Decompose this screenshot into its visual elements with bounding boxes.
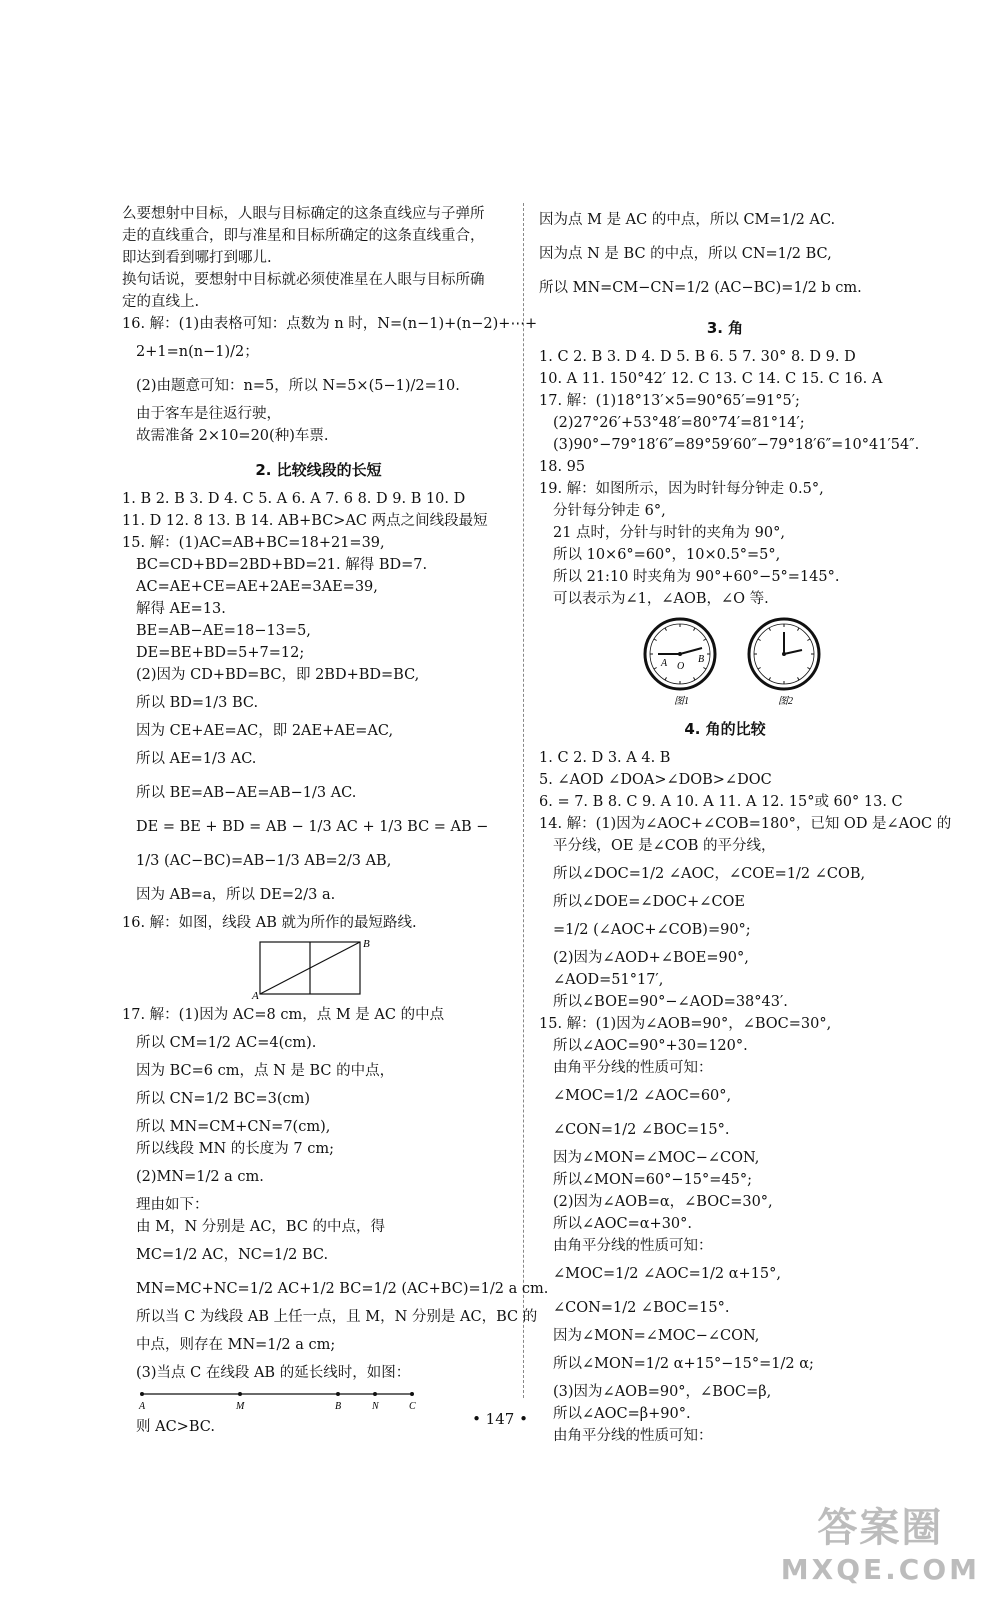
q15-line: (2)因为 CD+BD=BC，即 2BD+BD=BC, bbox=[136, 667, 420, 683]
q18-line: 18. 95 bbox=[539, 459, 586, 475]
mc-answers: 5. ∠AOD ∠DOA>∠DOB>∠DOC bbox=[539, 772, 772, 788]
section-heading-3: 3. 角 bbox=[706, 319, 744, 337]
q17-line: 理由如下： bbox=[136, 1197, 209, 1213]
q14-line: 所以∠DOE=∠DOC+∠COE bbox=[553, 894, 746, 910]
q14-line: 平分线，OE 是∠COB 的平分线， bbox=[553, 838, 776, 854]
q15-solution bbox=[122, 532, 515, 912]
q15-line: ∠MOC=1/2 ∠AOC=1/2 α+15°, bbox=[553, 1266, 782, 1282]
q15-line: 所以 BD=1/3 BC. bbox=[136, 695, 259, 711]
segment-diagram bbox=[122, 1388, 515, 1412]
q17-line: 17. 解：(1)因为 AC=8 cm，点 M 是 AC 的中点 bbox=[122, 1007, 445, 1023]
clock-label-O: O bbox=[677, 661, 685, 672]
q15-line: 因为∠MON=∠MOC−∠CON, bbox=[553, 1150, 760, 1166]
q19-line: 所以 21:10 时夹角为 90°+60°−5°=145°. bbox=[553, 569, 840, 585]
q16-line: 16. 解：(1)由表格可知：点数为 n 时，N=(n−1)+(n−2)+⋯+ bbox=[122, 316, 538, 332]
q15-line: 所以 AE=1/3 AC. bbox=[136, 751, 257, 767]
q15-line: 所以∠MON=60°−15°=45°; bbox=[553, 1172, 753, 1188]
text-line: 因为点 N 是 BC 的中点，所以 CN=1/2 BC, bbox=[539, 246, 832, 262]
page-number: • 147 • bbox=[472, 1410, 528, 1428]
clock-figures bbox=[539, 614, 911, 706]
q17-line: 则 AC>BC. bbox=[136, 1419, 215, 1435]
text-line: 所以 MN=CM−CN=1/2 (AC−BC)=1/2 b cm. bbox=[539, 280, 862, 296]
q15-line: 所以∠AOC=α+30°. bbox=[553, 1216, 693, 1232]
mc-answers: 1. C 2. B 3. D 4. D 5. B 6. 5 7. 30° 8. D 9. D bbox=[539, 349, 856, 365]
q15-line: 15. 解：(1)AC=AB+BC=18+21=39, bbox=[122, 535, 385, 551]
text-line: 因为点 M 是 AC 的中点，所以 CM=1/2 AC. bbox=[539, 212, 836, 228]
q16-line: 故需准备 2×10=20(种)车票. bbox=[136, 428, 329, 444]
q15-line: 所以∠AOC=90°+30=120°. bbox=[553, 1038, 748, 1054]
clock-2 bbox=[749, 619, 819, 706]
right-column bbox=[539, 203, 952, 1447]
clock-label-B: B bbox=[698, 654, 705, 665]
q14-line: =1/2 (∠AOC+∠COB)=90°; bbox=[553, 922, 751, 938]
watermark-text: 答案圈 bbox=[817, 1505, 944, 1551]
q19-line: 可以表示为∠1，∠AOB，∠O 等. bbox=[553, 591, 769, 607]
text-line: 么要想射中目标，人眼与目标确定的这条直线应与子弹所 bbox=[122, 206, 485, 222]
q17-line: (3)当点 C 在线段 AB 的延长线时，如图： bbox=[136, 1365, 411, 1381]
q15-line: 所以∠AOC=β+90°. bbox=[553, 1406, 691, 1422]
text-line: 即达到看到哪打到哪儿. bbox=[122, 250, 272, 266]
point-A: A bbox=[139, 1401, 146, 1412]
q15-line: 所以 BE=AB−AE=AB−1/3 AC. bbox=[136, 785, 357, 801]
q17-line: 中点，则存在 MN=1/2 a cm; bbox=[136, 1337, 336, 1353]
q14-line: 所以∠BOE=90°−∠AOD=38°43′. bbox=[553, 994, 788, 1010]
text-line: 换句话说，要想射中目标就必须使准星在人眼与目标所确 bbox=[122, 272, 485, 288]
text-line: 走的直线重合，即与准星和目标所确定的这条直线重合， bbox=[122, 228, 485, 244]
q15-solution bbox=[539, 1013, 911, 1447]
q15-line: 由角平分线的性质可知： bbox=[553, 1428, 713, 1444]
q16-line: 由于客车是往返行驶， bbox=[136, 406, 281, 422]
q15-line: 因为 AB=a，所以 DE=2/3 a. bbox=[136, 887, 336, 903]
q15-line: ∠CON=1/2 ∠BOC=15°. bbox=[553, 1122, 730, 1138]
point-N: N bbox=[372, 1401, 379, 1412]
q15-line: ∠CON=1/2 ∠BOC=15°. bbox=[553, 1300, 730, 1316]
q15-line: 因为∠MON=∠MOC−∠CON, bbox=[553, 1328, 760, 1344]
label-B: B bbox=[363, 938, 370, 950]
q14-line: ∠AOD=51°17′, bbox=[553, 972, 664, 988]
mc-answers: 11. D 12. 8 13. B 14. AB+BC>AC 两点之间线段最短 bbox=[122, 513, 488, 529]
column-divider bbox=[523, 203, 524, 1398]
q17-line: 因为 BC=6 cm，点 N 是 BC 的中点， bbox=[136, 1063, 395, 1079]
left-column bbox=[122, 203, 549, 1438]
q15-line: DE = BE + BD = AB − 1/3 AC + 1/3 BC = AB − bbox=[136, 819, 489, 835]
text-line: 定的直线上. bbox=[122, 294, 200, 310]
watermark-logo bbox=[781, 1496, 980, 1586]
intro-paragraph bbox=[122, 203, 515, 313]
mc-answers: 10. A 11. 150°42′ 12. C 13. C 14. C 15. C 16. A bbox=[539, 371, 883, 387]
q14-solution bbox=[539, 813, 952, 1013]
q15-line: (3)因为∠AOB=90°，∠BOC=β, bbox=[553, 1384, 772, 1400]
q17-line: (2)MN=1/2 a cm. bbox=[136, 1169, 264, 1185]
q14-line: 14. 解：(1)因为∠AOC+∠COB=180°，已知 OD 是∠AOC 的 bbox=[539, 816, 952, 832]
q15-line: 15. 解：(1)因为∠AOB=90°，∠BOC=30°, bbox=[539, 1016, 832, 1032]
rectangle-figure bbox=[122, 938, 515, 1000]
q17-line: 所以当 C 为线段 AB 上任一点，且 M，N 分别是 AC，BC 的 bbox=[136, 1309, 538, 1325]
q15-line: DE=BE+BD=5+7=12; bbox=[136, 645, 305, 661]
q15-line: BC=CD+BD=2BD+BD=21. 解得 BD=7. bbox=[136, 557, 428, 573]
q19-line: 分针每分钟走 6°, bbox=[553, 503, 666, 519]
rectangle-diagram bbox=[122, 938, 515, 1000]
mc-answers: 1. B 2. B 3. D 4. C 5. A 6. A 7. 6 8. D 9. B 10. D bbox=[122, 491, 466, 507]
q19-line: 21 点时，分针与时针的夹角为 90°, bbox=[553, 525, 785, 541]
q14-line: (2)因为∠AOD+∠BOE=90°, bbox=[553, 950, 749, 966]
q15-line: (2)因为∠AOB=α，∠BOC=30°, bbox=[553, 1194, 773, 1210]
q19-line: 19. 解：如图所示，因为时针每分钟走 0.5°, bbox=[539, 481, 824, 497]
mc-answers: 1. C 2. D 3. A 4. B bbox=[539, 750, 671, 766]
q17-line: 所以 CN=1/2 BC=3(cm) bbox=[136, 1091, 311, 1107]
q17-line: (3)90°−79°18′6″=89°59′60″−79°18′6″=10°41′54″. bbox=[553, 437, 920, 453]
q17-line: 所以 MN=CM+CN=7(cm), bbox=[136, 1119, 331, 1135]
point-B: B bbox=[335, 1401, 342, 1412]
q15-line: AC=AE+CE=AE+2AE=3AE=39, bbox=[136, 579, 378, 595]
q17-line: 所以线段 MN 的长度为 7 cm; bbox=[136, 1141, 334, 1157]
clock-label-A: A bbox=[661, 658, 668, 669]
fig1-caption: 图1 bbox=[674, 696, 689, 706]
q15-line: 由角平分线的性质可知： bbox=[553, 1060, 713, 1076]
point-M: M bbox=[236, 1401, 245, 1412]
q15-line: 因为 CE+AE=AC，即 2AE+AE=AC, bbox=[136, 723, 394, 739]
segment-figure bbox=[122, 1388, 515, 1412]
point-C: C bbox=[409, 1401, 416, 1412]
q15-line: BE=AB−AE=18−13=5, bbox=[136, 623, 311, 639]
label-A: A bbox=[252, 990, 259, 1000]
q15-line: 1/3 (AC−BC)=AB−1/3 AB=2/3 AB, bbox=[136, 853, 392, 869]
section-heading-2: 2. 比较线段的长短 bbox=[255, 461, 382, 479]
q19-line: 所以 10×6°=60°，10×0.5°=5°, bbox=[553, 547, 781, 563]
q17-solution bbox=[122, 1004, 549, 1384]
q17-line: (2)27°26′+53°48′=80°74′=81°14′; bbox=[553, 415, 805, 431]
section-heading-4: 4. 角的比较 bbox=[684, 720, 766, 738]
q15-line: 解得 AE=13. bbox=[136, 601, 226, 617]
clocks-diagram bbox=[539, 614, 911, 706]
q17-line: 由 M，N 分别是 AC，BC 的中点，得 bbox=[136, 1219, 386, 1235]
q15-line: 所以∠MON=1/2 α+15°−15°=1/2 α; bbox=[553, 1356, 814, 1372]
q16-line: 2+1=n(n−1)/2； bbox=[136, 344, 259, 360]
mc-answers: 6. = 7. B 8. C 9. A 10. A 11. A 12. 15°或 60° 13. C bbox=[539, 794, 903, 810]
q17-line: MN=MC+NC=1/2 AC+1/2 BC=1/2 (AC+BC)=1/2 a cm. bbox=[136, 1281, 549, 1297]
clock-1 bbox=[645, 619, 715, 706]
q15-line: ∠MOC=1/2 ∠AOC=60°, bbox=[553, 1088, 732, 1104]
q15-line: 由角平分线的性质可知： bbox=[553, 1238, 713, 1254]
q14-line: 所以∠DOC=1/2 ∠AOC，∠COE=1/2 ∠COB, bbox=[553, 866, 866, 882]
fig2-caption: 图2 bbox=[778, 696, 793, 706]
q16-line: (2)由题意可知：n=5，所以 N=5×(5−1)/2=10. bbox=[136, 378, 460, 394]
q16-route-line: 16. 解：如图，线段 AB 就为所作的最短路线. bbox=[122, 915, 417, 931]
watermark-url: MXQE.COM bbox=[780, 1553, 980, 1586]
q17-line: 17. 解：(1)18°13′×5=90°65′=91°5′; bbox=[539, 393, 800, 409]
q17-line: MC=1/2 AC，NC=1/2 BC. bbox=[136, 1247, 329, 1263]
q17-line: 所以 CM=1/2 AC=4(cm). bbox=[136, 1035, 317, 1051]
